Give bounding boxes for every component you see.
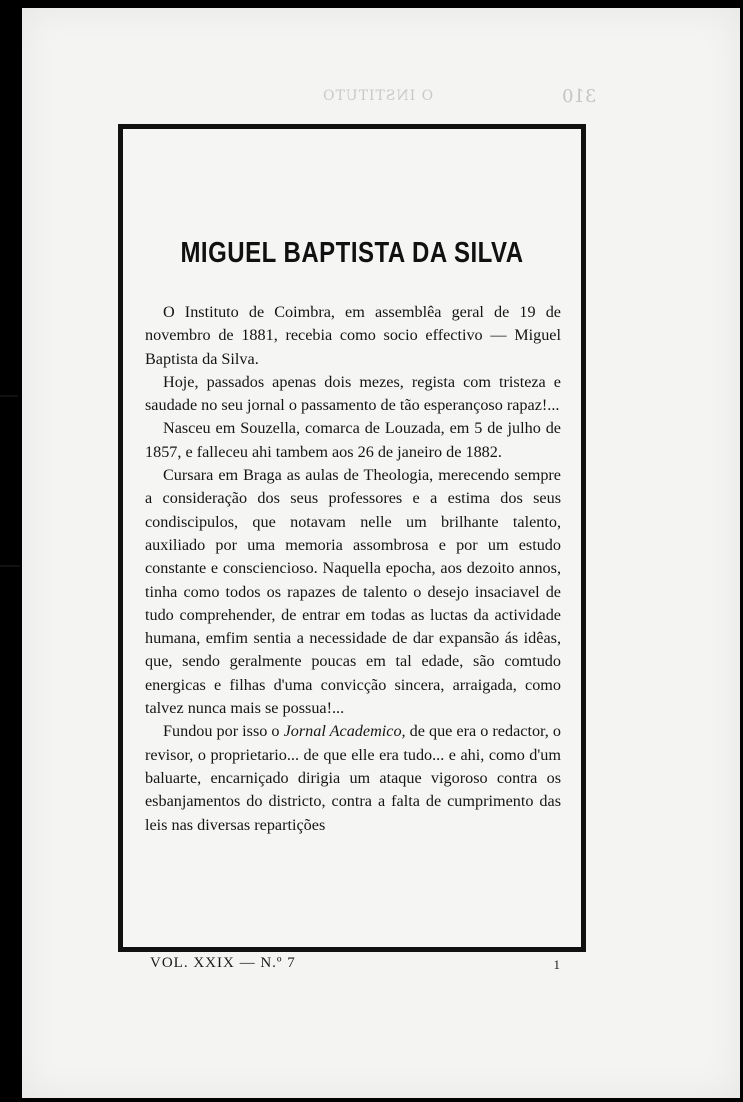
running-head-title: O INSTITUTO: [322, 88, 434, 104]
paragraph-text: Fundou por isso o: [163, 722, 284, 741]
obituary-frame: [118, 124, 586, 952]
journal-title: Jornal Academico,: [283, 722, 406, 741]
margin-mark: [0, 565, 20, 567]
article-title: MIGUEL BAPTISTA DA SILVA: [180, 237, 524, 269]
paragraph: Cursara em Braga as aulas de Theologia, merecendo sempre a consideração dos seus professores e a estima dos seus condiscipulos, que notavam nelle um brilhante talento, auxiliado por uma memoria assombrosa e por um estudo constante e consciencioso. Naquella epocha, aos dezoito annos, tinha como todos os rapazes de talento o desejo insaciavel de tudo comprehender, de entrar em todas as luctas da actividade humana, emfim sentia a necessidade de dar expansão ás idêas, que, sendo geralmente poucas em tal edade, são comtudo energicas e filhas d'uma convicção sincera, arraigada, como talvez nunca mais se possua!...: [145, 466, 561, 718]
paragraph: O Instituto de Coimbra, em assemblêa geral de 19 de novembro de 1881, recebia como socio effectivo — Miguel Baptista da Silva.: [145, 303, 561, 368]
paragraph: Nasceu em Souzella, comarca de Louzada, em 5 de julho de 1857, e falleceu ahi tambem aos 26 de janeiro de 1882.: [145, 419, 561, 461]
paragraph: [145, 720, 561, 836]
volume-number: VOL. XXIX — N.º 7: [150, 955, 296, 971]
margin-mark: [0, 395, 18, 397]
running-head-page-number: 310: [562, 86, 597, 107]
paragraph-text: de que era o redactor, o revisor, o proprietario... de que elle era tudo... e ahi, como d'um baluarte, encarniçado dirigia um ataque vigoroso contra os esbanjamentos do districto, contra a falta de cumprimento das leis nas diversas repartições: [145, 722, 561, 834]
paragraph: Hoje, passados apenas dois mezes, regista com tristeza e saudade no seu jornal o passamento de tão esperançoso rapaz!...: [145, 372, 561, 415]
signature-mark: 1: [553, 957, 560, 972]
article-body: [145, 301, 561, 837]
